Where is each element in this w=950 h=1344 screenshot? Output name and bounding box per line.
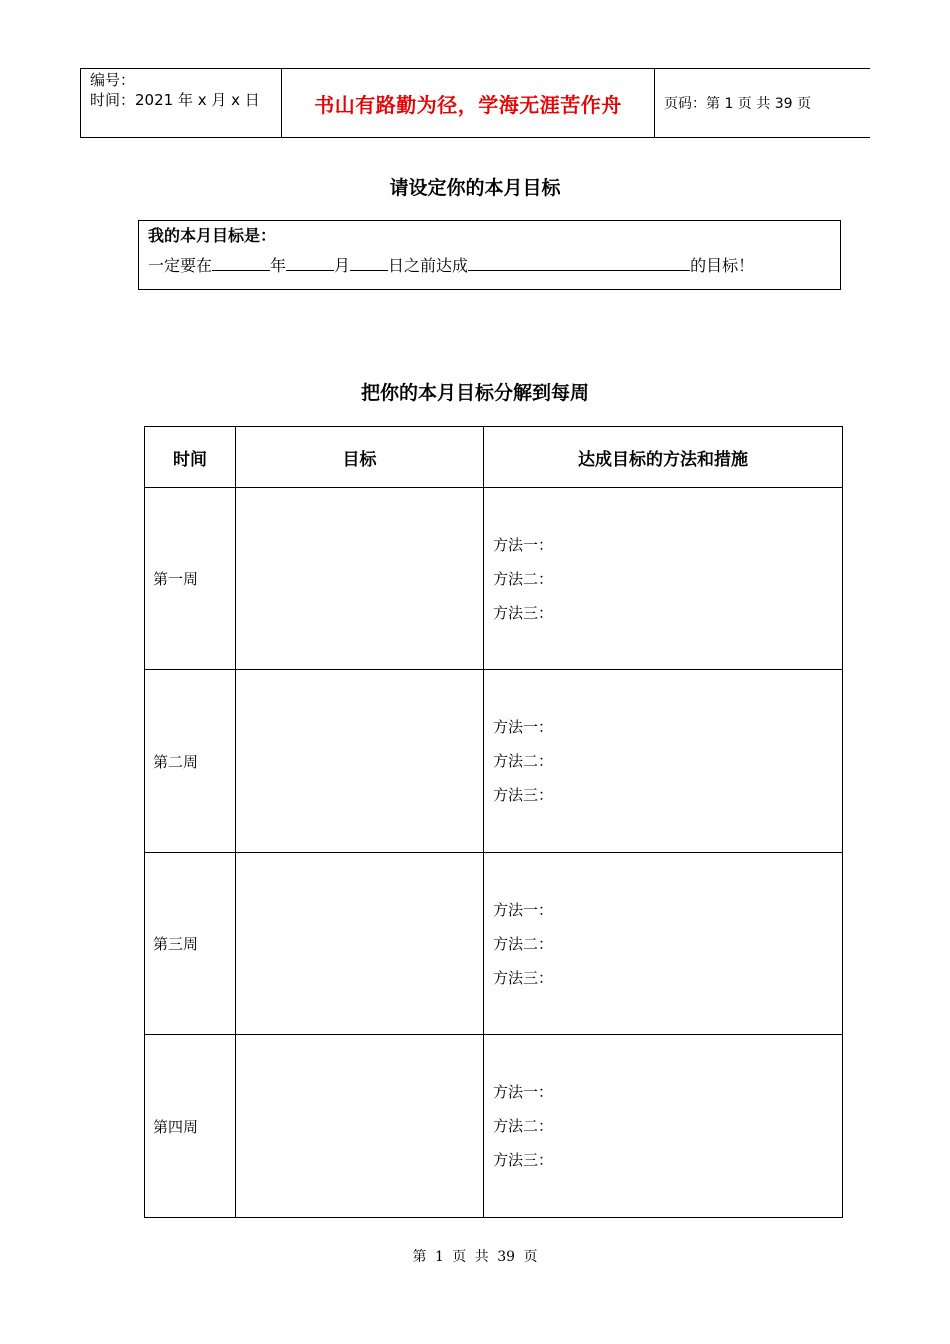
goal-part-suffix: 的目标！: [690, 256, 755, 275]
week-goal-cell[interactable]: [236, 488, 484, 670]
week-methods-cell[interactable]: [484, 853, 843, 1035]
method-item: 方法三：: [493, 1151, 554, 1169]
header-motto-cell: [281, 69, 655, 137]
column-header-time: 时间: [145, 427, 236, 488]
method-item: 方法二：: [493, 569, 554, 588]
method-item: 方法一：: [493, 1083, 554, 1101]
week-label: 第四周: [145, 1035, 236, 1218]
table-header-row: [145, 427, 843, 488]
goal-part-day: 日之前达成: [388, 256, 469, 275]
number-label: 编号：: [90, 71, 136, 89]
table-row: [145, 488, 843, 670]
method-item: 方法一：: [493, 718, 554, 736]
year-blank[interactable]: [212, 255, 270, 271]
time-label: 时间：2021 年 x 月 x 日: [90, 91, 260, 109]
goal-part-prefix: 一定要在: [148, 256, 213, 275]
week-methods-cell[interactable]: [484, 1035, 843, 1218]
method-item: 方法三：: [493, 786, 554, 804]
table-row: [145, 670, 843, 853]
goal-box: [138, 220, 841, 290]
week-goal-cell[interactable]: [236, 670, 484, 853]
month-blank[interactable]: [286, 255, 334, 271]
motto-text: 书山有路勤为径，学海无涯苦作舟: [314, 92, 622, 117]
goal-label: 我的本月目标是：: [148, 226, 277, 245]
week-methods-cell[interactable]: [484, 488, 843, 670]
page-footer: 第 1 页 共 39 页: [412, 1249, 538, 1265]
column-header-methods: 达成目标的方法和措施: [484, 427, 843, 488]
method-item: 方法三：: [493, 603, 554, 622]
column-header-goal: 目标: [236, 427, 484, 488]
section-title-monthly-goal: 请设定你的本月目标: [389, 177, 561, 199]
goal-part-month: 月: [334, 256, 351, 275]
goal-blank[interactable]: [468, 255, 690, 271]
header-meta-cell: [80, 69, 281, 137]
table-row: [145, 853, 843, 1035]
method-item: 方法二：: [493, 1117, 554, 1135]
week-label: 第一周: [145, 488, 236, 670]
section-title-weekly-breakdown: 把你的本月目标分解到每周: [360, 382, 589, 404]
week-methods-cell[interactable]: [484, 670, 843, 853]
header-page-cell: [654, 69, 870, 137]
document-header: [80, 68, 870, 138]
goal-part-year: 年: [270, 256, 287, 275]
weekly-goal-table: [144, 426, 843, 1218]
method-item: 方法三：: [493, 968, 554, 987]
method-item: 方法二：: [493, 934, 554, 953]
table-row: [145, 1035, 843, 1218]
day-blank[interactable]: [350, 255, 388, 271]
goal-sentence: [148, 255, 831, 277]
week-goal-cell[interactable]: [236, 1035, 484, 1218]
page-info: 页码：第 1 页 共 39 页: [664, 96, 811, 112]
method-item: 方法二：: [493, 752, 554, 770]
method-item: 方法一：: [493, 900, 554, 919]
week-label: 第三周: [145, 853, 236, 1035]
method-item: 方法一：: [493, 535, 554, 554]
week-goal-cell[interactable]: [236, 853, 484, 1035]
week-label: 第二周: [145, 670, 236, 853]
